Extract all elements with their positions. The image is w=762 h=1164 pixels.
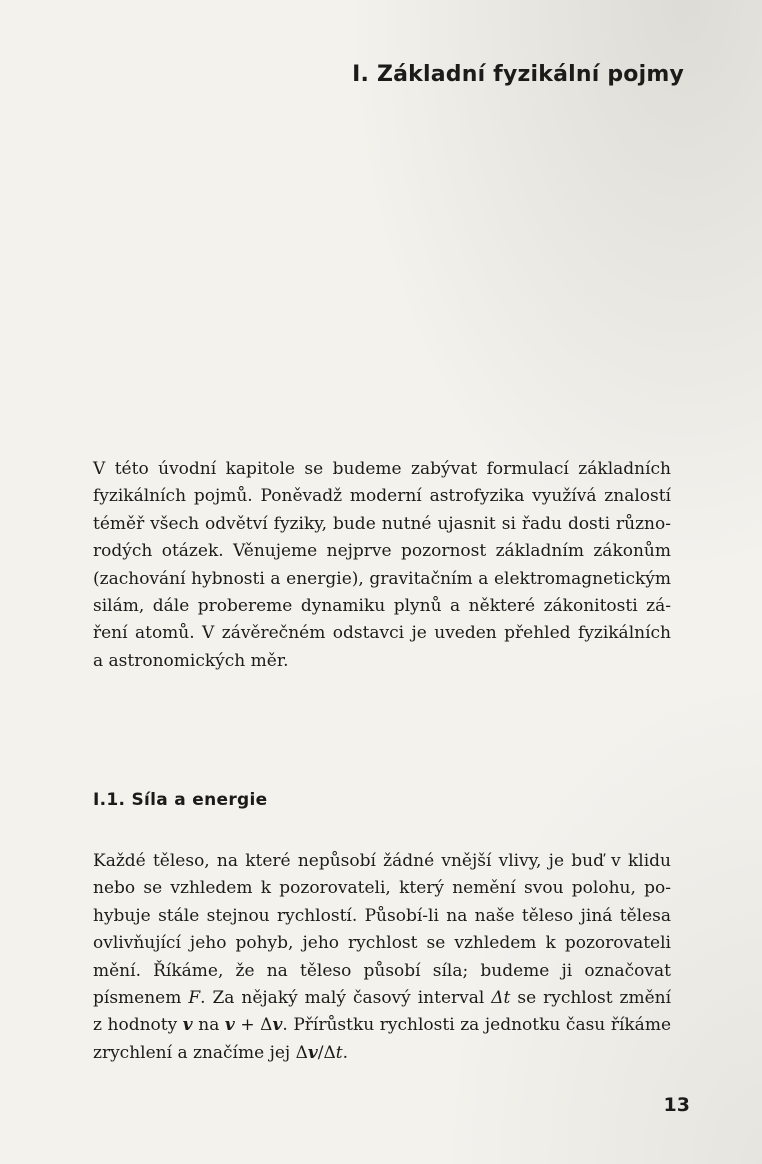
text-line: nebo se vzhledem k pozorovateli, který nemění svou polohu, po- xyxy=(93,878,671,899)
text-line: téměř všech odvětví fyziky, bude nutné ujasnit si řadu dosti různo- xyxy=(93,513,671,534)
velocity-symbol: v xyxy=(272,1015,283,1036)
force-symbol: F xyxy=(188,988,201,1009)
text-line: a astronomických měr. xyxy=(93,650,289,671)
text-line: ovlivňující jeho pohyb, jeho rychlost se vzhledem k pozorovateli xyxy=(93,933,671,954)
text-fragment: zrychlení a značíme jej Δ xyxy=(93,1042,308,1063)
text-line-velocity xyxy=(93,1012,671,1039)
text-line: V této úvodní kapitole se budeme zabývat formulací základních xyxy=(93,459,671,479)
text-fragment: z hodnoty xyxy=(93,1015,183,1036)
velocity-symbol: v xyxy=(224,1015,235,1036)
text-fragment: . Přírůstku rychlosti za jednotku času říkáme xyxy=(282,1015,671,1036)
text-line: ření atomů. V závěrečném odstavci je uveden přehled fyzikálních xyxy=(93,623,671,644)
text-line: rodých otázek. Věnujeme nejprve pozornost základním zákonům xyxy=(93,541,671,562)
text-line: silám, dále probereme dynamiku plynů a některé zákonitosti zá- xyxy=(93,596,671,617)
section-paragraph xyxy=(93,848,671,1067)
text-line: (zachování hybnosti a energie), gravitačním a elektromagnetickým xyxy=(93,568,671,589)
chapter-title: I. Základní fyzikální pojmy xyxy=(352,62,684,87)
text-fragment: /Δ xyxy=(317,1042,336,1063)
intro-paragraph xyxy=(93,456,671,675)
time-symbol: t xyxy=(335,1042,343,1063)
text-fragment: se rychlost změní xyxy=(510,988,672,1009)
page-number: 13 xyxy=(663,1094,690,1116)
text-line-force xyxy=(93,985,671,1012)
text-fragment: . xyxy=(342,1042,349,1063)
text-line-acceleration xyxy=(93,1040,671,1067)
text-fragment: na xyxy=(192,1015,225,1036)
section-heading: I.1. Síla a energie xyxy=(93,790,268,810)
text-fragment: . Za nějaký malý časový interval xyxy=(200,988,492,1009)
text-fragment: + Δ xyxy=(234,1015,273,1036)
text-fragment: písmenem xyxy=(93,988,189,1009)
velocity-symbol: v xyxy=(182,1015,193,1036)
delta-t-symbol: Δt xyxy=(491,988,511,1009)
text-line: mění. Říkáme, že na těleso působí síla; budeme ji označovat xyxy=(93,960,671,981)
text-line: Každé těleso, na které nepůsobí žádné vnější vlivy, je buď v klidu xyxy=(93,851,671,871)
text-line: hybuje stále stejnou rychlostí. Působí-li na naše těleso jiná tělesa xyxy=(93,905,671,926)
velocity-symbol: v xyxy=(307,1042,318,1063)
text-line: fyzikálních pojmů. Poněvadž moderní astrofyzika využívá znalostí xyxy=(93,486,671,507)
